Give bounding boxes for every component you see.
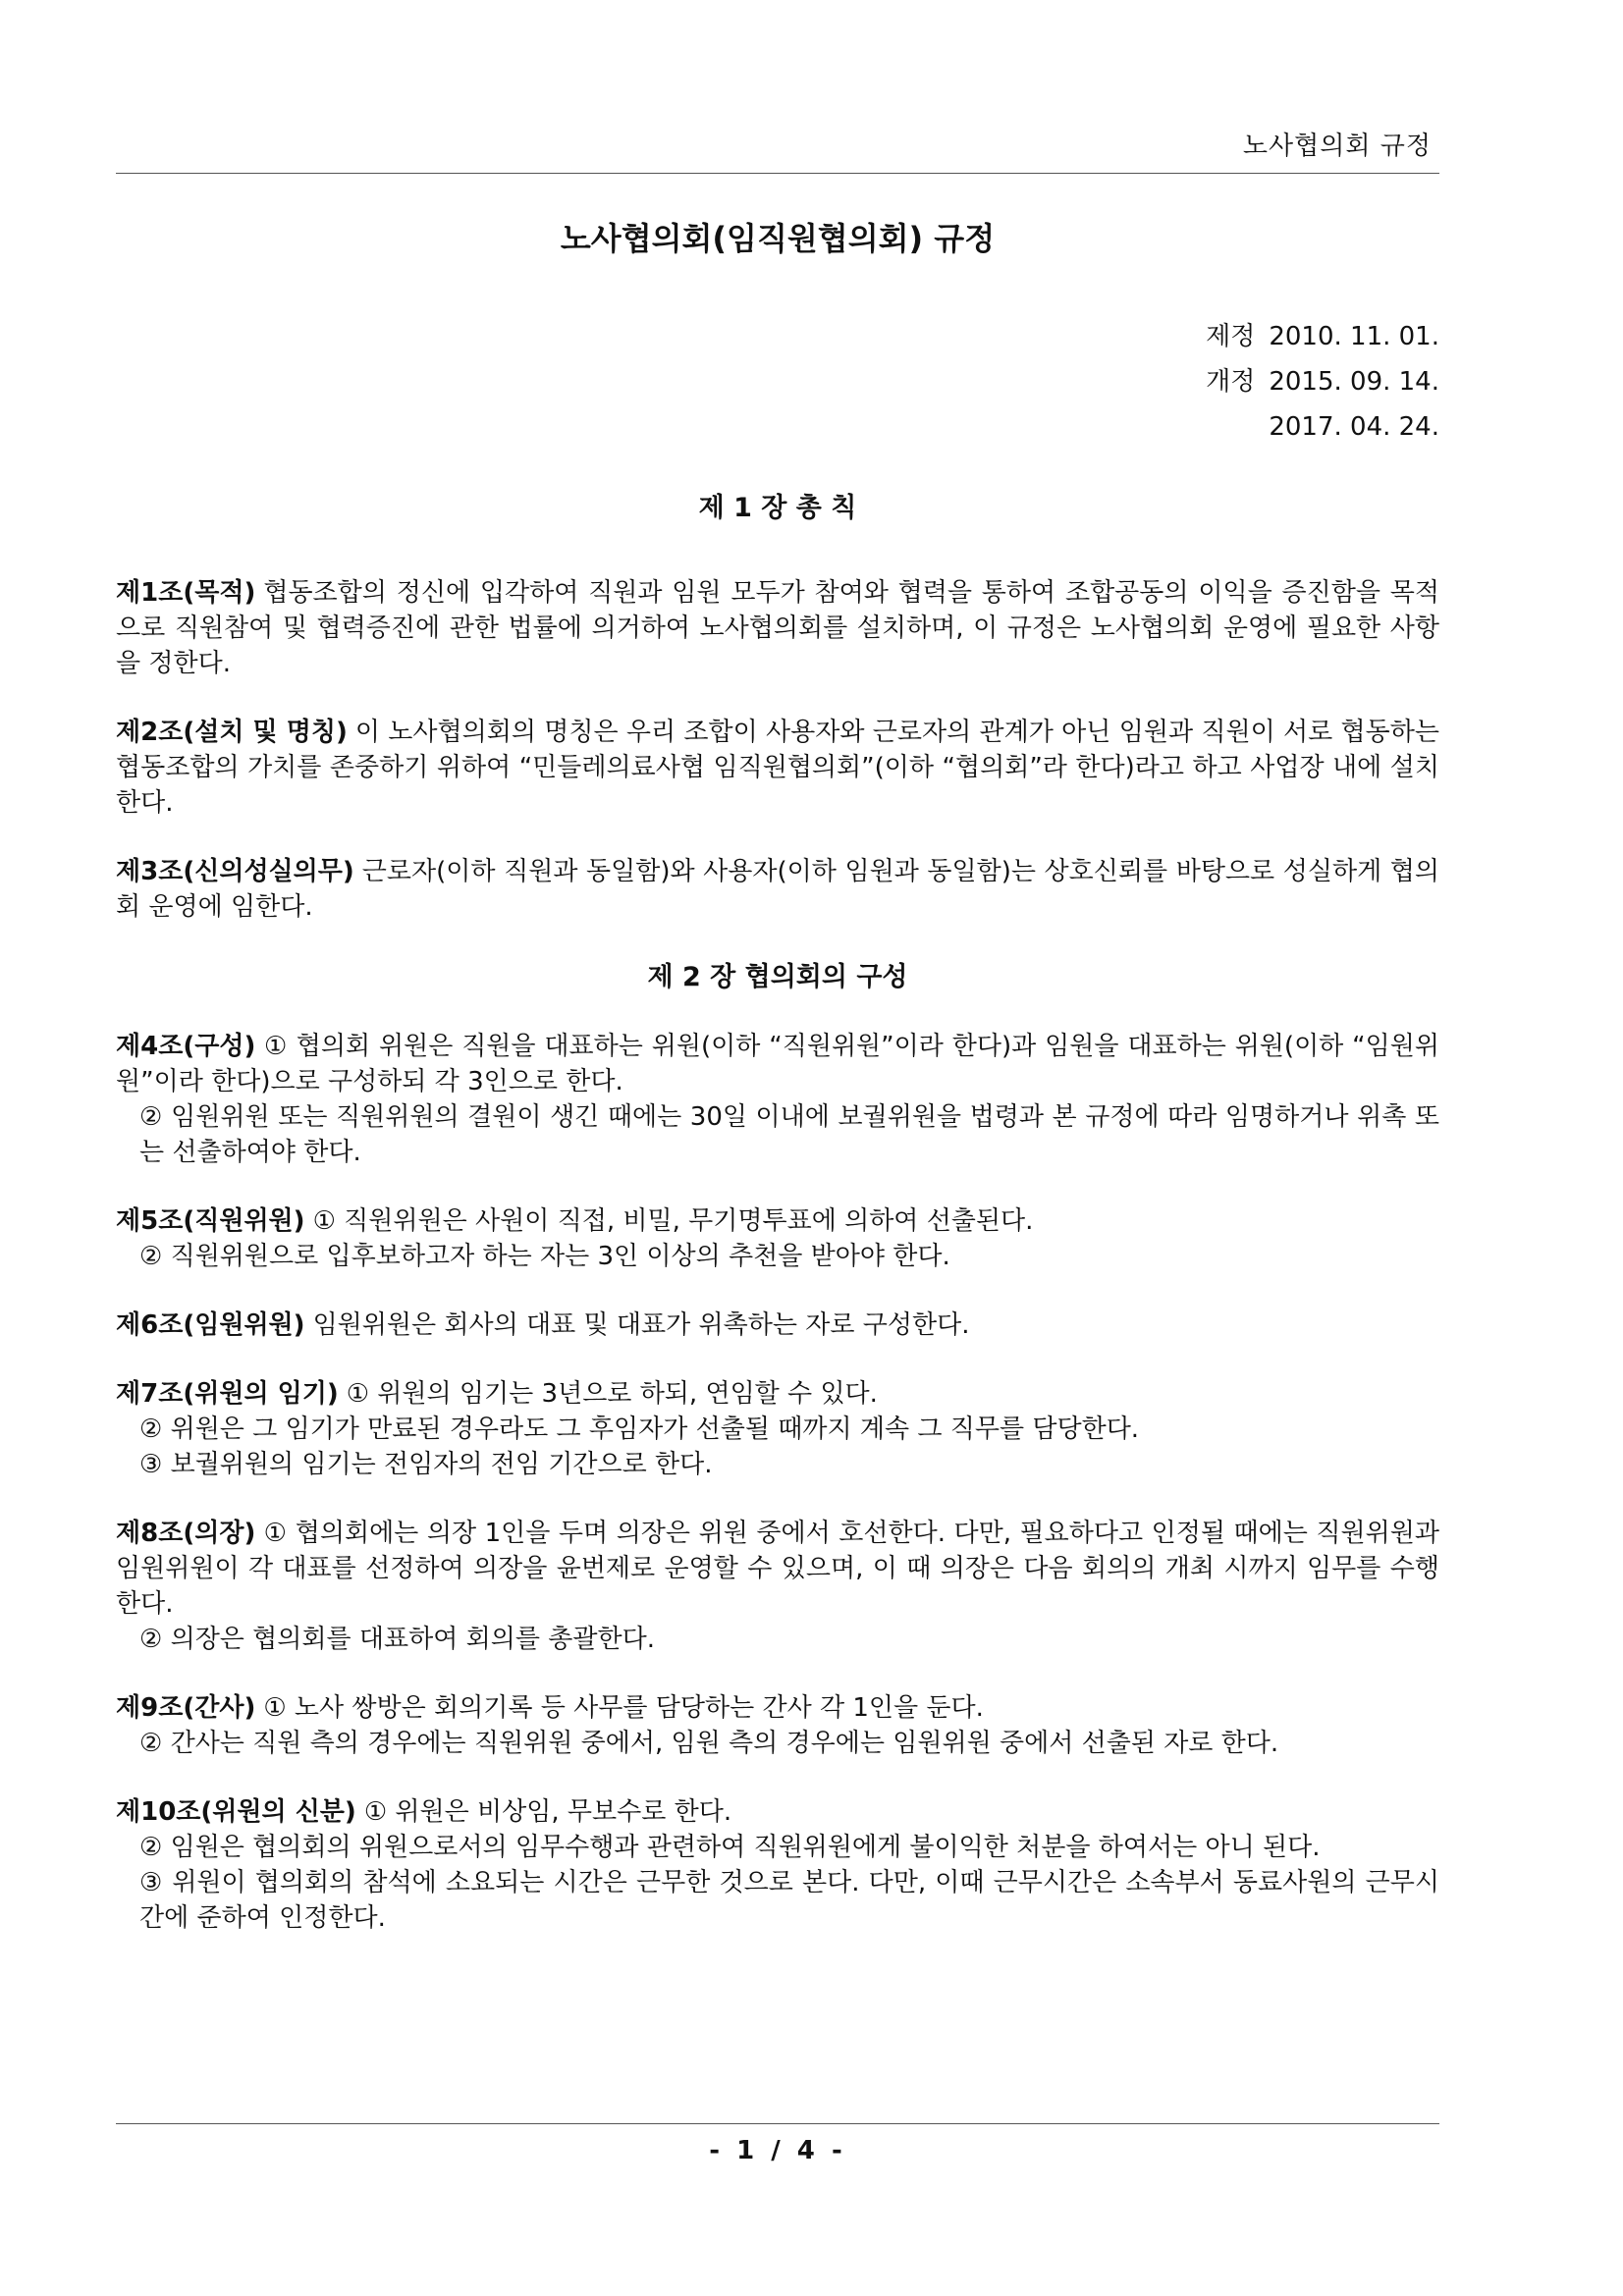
article-heading: 제2조(설치 및 명칭): [116, 718, 348, 747]
article-paragraph: [116, 1203, 1439, 1239]
article-clause: ② 임원은 협의회의 위원으로서의 임무수행과 관련하여 직원위원에게 불이익한 처분을 하여서는 아니 된다.: [139, 1833, 1321, 1862]
article-clause: ② 간사는 직원 측의 경우에는 직원위원 중에서, 임원 측의 경우에는 임원위원 중에서 선출된 자로 한다.: [139, 1729, 1279, 1758]
article-paragraph: [116, 715, 1439, 821]
article-text: 협동조합의 정신에 입각하여 직원과 임원 모두가 참여와 협력을 통하여 조합공동의 이익을 증진함을 목적으로 직원참여 및 협력증진에 관한 법률에 의거하여 노사협의회를 설치하며, 이 규정은 노사협의회 운영에 필요한 사항을 정한다.: [116, 578, 1439, 678]
article-text: 임원위원은 회사의 대표 및 대표가 위촉하는 자로 구성한다.: [312, 1310, 970, 1340]
history-label: 제정: [1206, 322, 1256, 351]
history-row: [1200, 314, 1439, 359]
article-heading: 제5조(직원위원): [116, 1206, 305, 1236]
article-clause: ③ 보궐위원의 임기는 전임자의 전임 기간으로 한다.: [139, 1450, 713, 1479]
history-label: 개정: [1206, 367, 1256, 397]
article-clause: ② 위원은 그 임기가 만료된 경우라도 그 후임자가 선출될 때까지 계속 그 직무를 담당한다.: [139, 1415, 1140, 1444]
article-paragraph: [116, 1308, 1439, 1343]
article-9: [116, 1690, 1439, 1761]
history-label: [1200, 404, 1255, 450]
chapter-heading: 제 1 장 총 칙: [698, 493, 857, 523]
article-text: ① 협의회에는 의장 1인을 두며 의장은 위원 중에서 호선한다. 다만, 필요하다고 인정될 때에는 직원위원과 임원위원이 각 대표를 선정하여 의장을 윤번제로 운영할 수 있으며, 이 때 의장은 다음 회의의 개최 시까지 임무를 수행한다.: [116, 1519, 1439, 1619]
article-heading: 제9조(간사): [116, 1693, 256, 1723]
article-text: 근로자(이하 직원과 동일함)와 사용자(이하 임원과 동일함)는 상호신뢰를 바탕으로 성실하게 협의회 운영에 임한다.: [116, 857, 1439, 922]
document-body: [116, 491, 1439, 1969]
article-paragraph: [116, 1794, 1439, 1830]
history-date: 2017. 04. 24.: [1269, 412, 1439, 442]
article-text: 이 노사협의회의 명칭은 우리 조합이 사용자와 근로자의 관계가 아닌 임원과 직원이 서로 협동하는 협동조합의 가치를 존중하기 위하여 “민들레의료사협 임직원협의회”(이하 “협의회”라 한다)라고 하고 사업장 내에 설치한다.: [116, 718, 1439, 818]
article-7: [116, 1376, 1439, 1482]
header-rule: [116, 173, 1439, 174]
running-header-title: 노사협의회 규정: [1242, 132, 1432, 161]
chapter-heading: 제 2 장 협의회의 구성: [647, 962, 908, 992]
article-3: [116, 854, 1439, 925]
article-heading: 제7조(위원의 임기): [116, 1379, 339, 1409]
article-heading: 제4조(구성): [116, 1032, 256, 1061]
document-title: 노사협의회(임직원협의회) 규정: [560, 220, 996, 257]
article-text: ① 직원위원은 사원이 직접, 비밀, 무기명투표에 의하여 선출된다.: [312, 1206, 1034, 1236]
article-clause: ② 의장은 협의회를 대표하여 회의를 총괄한다.: [139, 1625, 655, 1654]
article-paragraph: [116, 575, 1439, 681]
history-date: 2010. 11. 01.: [1269, 322, 1439, 351]
footer-rule: [116, 2123, 1439, 2124]
page-number: - 1 / 4 -: [709, 2136, 846, 2165]
article-1: [116, 575, 1439, 681]
article-heading: 제1조(목적): [116, 578, 256, 608]
article-2: [116, 715, 1439, 821]
article-paragraph: [116, 1690, 1439, 1726]
article-text: ① 위원은 비상임, 무보수로 한다.: [363, 1797, 732, 1827]
article-heading: 제6조(임원위원): [116, 1310, 305, 1340]
article-heading: 제8조(의장): [116, 1519, 256, 1548]
history-row: [1200, 404, 1439, 450]
article-10: [116, 1794, 1439, 1936]
article-8: [116, 1516, 1439, 1657]
article-text: ① 노사 쌍방은 회의기록 등 사무를 담당하는 간사 각 1인을 둔다.: [263, 1693, 984, 1723]
article-clause: ② 직원위원으로 입후보하고자 하는 자는 3인 이상의 추천을 받아야 한다.: [139, 1242, 950, 1271]
article-4: [116, 1029, 1439, 1170]
article-heading: 제3조(신의성실의무): [116, 857, 354, 886]
article-text: ① 협의회 위원은 직원을 대표하는 위원(이하 “직원위원”이라 한다)과 임원을 대표하는 위원(이하 “임원위원”이라 한다)으로 구성하되 각 3인으로 한다.: [116, 1032, 1439, 1096]
history-row: [1200, 359, 1439, 404]
article-paragraph: [116, 1029, 1439, 1099]
article-paragraph: [116, 1516, 1439, 1622]
article-paragraph: [116, 854, 1439, 925]
article-6: [116, 1308, 1439, 1343]
article-clause: ② 임원위원 또는 직원위원의 결원이 생긴 때에는 30일 이내에 보궐위원을 법령과 본 규정에 따라 임명하거나 위촉 또는 선출하여야 한다.: [139, 1102, 1439, 1167]
article-paragraph: [116, 1376, 1439, 1412]
history-date: 2015. 09. 14.: [1269, 367, 1439, 397]
article-text: ① 위원의 임기는 3년으로 하되, 연임할 수 있다.: [346, 1379, 878, 1409]
revision-history: [1200, 314, 1439, 450]
article-heading: 제10조(위원의 신분): [116, 1797, 356, 1827]
article-5: [116, 1203, 1439, 1274]
article-clause: ③ 위원이 협의회의 참석에 소요되는 시간은 근무한 것으로 본다. 다만, 이때 근무시간은 소속부서 동료사원의 근무시간에 준하여 인정한다.: [139, 1868, 1439, 1933]
